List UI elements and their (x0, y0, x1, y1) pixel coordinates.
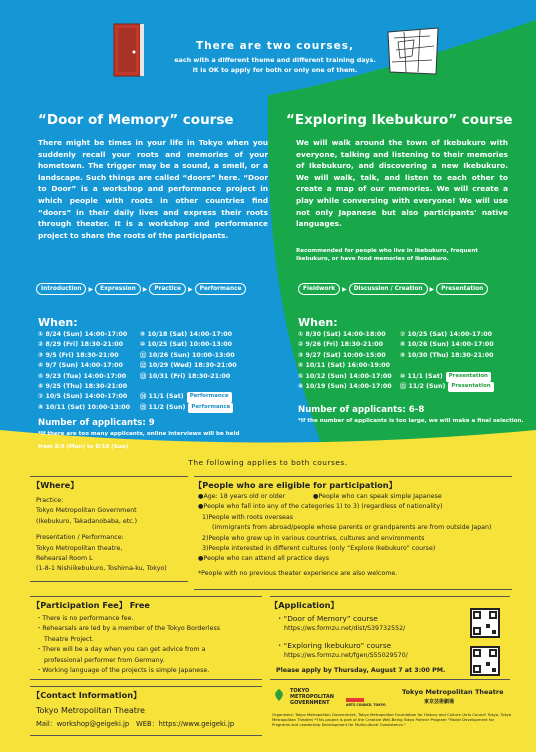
ikebukuro-recommended: Recommended for people who live in Ikebukuro, frequent Ikebukuro, or have fond memories of Ikebukuro. (296, 248, 478, 263)
step-arrow-icon: ▶ (142, 285, 148, 293)
eligible-c2: 2)People who grew up in various countries, cultures and environments (202, 534, 425, 542)
fee-b2b: Theatre Project. (44, 635, 94, 643)
step-arrow-icon: ▶ (187, 285, 193, 293)
step-introduction: Introduction (36, 283, 86, 295)
date-item: ⑭ 11/1 (Sat) (140, 393, 184, 401)
step-presentation: Presentation (436, 283, 488, 295)
date-item: ⑧ 10/26 (Sun) 14:00-17:00 (400, 341, 494, 349)
where-practice-2: (Ikebukuro, Takadanobaba, etc.) (36, 517, 138, 525)
date-item: ⑬ 10/31 (Fri) 18:30-21:00 (140, 372, 231, 380)
where-pres-label: Presentation / Performance: (36, 534, 124, 542)
date-item: ⑫ 10/29 (Wed) 18:30-21:00 (140, 362, 237, 370)
date-item: ⑥ 10/19 (Sun) 14:00-17:00 (298, 383, 392, 391)
where-pres-2: Rehearsal Room L (36, 555, 93, 563)
fee-b2: ・Rehearsals are led by a member of the Tokyo Borderless (36, 625, 221, 633)
eligible-c3: 3)People interested in different cultures (only “Explore Ikebukuro” course) (202, 545, 436, 553)
fee-heading: 【Participation Fee】 (32, 600, 127, 610)
date-item: ⑦ 10/5 (Sun) 14:00-17:00 (38, 393, 128, 401)
application-content (276, 614, 466, 676)
date-item: ⑨ 10/18 (Sat) 14:00-17:00 (140, 331, 232, 338)
performance-tag: Performance (187, 392, 232, 402)
step-fieldwork: Fieldwork (298, 283, 340, 295)
where-pres-1: Tokyo Metropolitan theatre, (36, 544, 123, 552)
fee-free: Free (129, 600, 150, 610)
intro-line2: each with a different theme and different training days. (174, 56, 376, 64)
fee-b4: ・Working language of the projects is simple Japanese. (36, 667, 210, 675)
date-item: ⑪ 10/26 (Sun) 10:00-13:00 (140, 351, 235, 359)
arts-council-text: ARTS COUNCIL TOKYO (346, 703, 386, 707)
step-discussion: Discussion / Creation (349, 283, 428, 295)
fee-b1: ・There is no performance fee. (36, 615, 134, 622)
performance-tag: Performance (188, 403, 233, 413)
organizers-text: Organizers: Tokyo Metropolitan Government, Tokyo Metropolitan Foundation for History and Culture (Arts Council Tokyo, Tokyo Metropolitan Theatre) *This project is part of the Creative Well-Being Tokyo Partner Program "Model Development for Programs and Leadership Development for Multicultural Coexistence." (272, 712, 512, 728)
memory-description: There might be times in your life in Tokyo when you suddenly recall your roots and memories of your hometown. The trigger may be a sound, a smell, or a landscape. Such things are called “doors” here. “Door to Door” is a workshop and performance project in which people with roots in other countries find “doors” in their daily lives and express their roots through theater. It is a workshop and performance project to share the roots of the participants. (38, 138, 268, 240)
intro-block (150, 40, 400, 75)
where-heading: 【Where】 (32, 480, 79, 490)
date-item: ③ 9/27 (Sat) 10:00-15:00 (298, 351, 386, 359)
application-memory-label: ・“Door of Memory” course (276, 614, 378, 623)
fee-b3: ・There will be a day when you can get advice from a (36, 646, 206, 654)
contact-org: Tokyo Metropolitan Theatre (36, 706, 145, 715)
memory-note2: from 8/4 (Mon) to 8/10 (Sun) (38, 444, 129, 450)
intro-line1: There are two courses, (195, 40, 355, 52)
date-item: ⑤ 10/12 (Sun) 14:00-17:00 (298, 372, 392, 380)
fee-heading-row (32, 600, 150, 611)
eligible-japanese: ●People who can speak simple Japanese (313, 493, 442, 500)
presentation-tag: Presentation (446, 372, 491, 382)
date-item: ② 9/26 (Fri) 18:30-21:00 (298, 341, 383, 349)
eligible-age: ●Age: 18 years old or older (198, 493, 286, 500)
memory-dates (38, 330, 237, 413)
theatre-logo-text: Tokyo Metropolitan Theatre (402, 688, 504, 696)
theatre-logo-jp: 東京芸術劇場 (424, 699, 455, 705)
date-item: ④ 9/7 (Sun) 14:00-17:00 (38, 362, 123, 370)
where-pres-3: (1-8-1 Nishiikebukuro, Toshima-ku, Tokyo) (36, 565, 167, 573)
date-item: ⑮ 11/2 (Sun) (140, 403, 186, 411)
application-deadline: Please apply by Thursday, August 7 at 3:00 PM. (276, 666, 446, 674)
ikebukuro-when: When: (298, 316, 338, 329)
date-item: ⑦ 10/25 (Sat) 14:00-17:00 (400, 331, 492, 338)
ikebukuro-steps (298, 283, 488, 295)
intro-line3: It is OK to apply for both or only one of them. (192, 66, 358, 74)
ikebukuro-description: We will walk around the town of Ikebukuro with everyone, talking and listening to their memories of Ikebukuro, and discovering a new Ikebukuro. We will walk, talk, and listen to each other to create a map of our memories. We will create a play while conversing with everyone! We will use not only Japanese but also participants' native languages. (296, 138, 508, 229)
where-content (36, 496, 192, 575)
date-item: ⑪ 11/2 (Sun) (400, 383, 446, 391)
qr-code-memory[interactable] (470, 608, 500, 638)
ikebukuro-title: “Exploring Ikebukuro” course (286, 112, 513, 128)
door-illustration (112, 22, 146, 78)
date-item: ⑩ 11/1 (Sat) (400, 372, 443, 380)
date-item: ⑧ 10/11 (Sat) 10:00-13:00 (38, 403, 130, 411)
ikebukuro-applicants: Number of applicants: 6-8 (298, 405, 425, 415)
date-item: ① 8/30 (Sat) 14:00-18:00 (298, 331, 386, 338)
ikebukuro-note: *If the number of applicants is too large, we will make a final selection. (298, 418, 524, 424)
application-ike-label: ・“Exploring Ikebukuro” course (276, 640, 392, 650)
arts-council-logo (346, 698, 364, 702)
both-heading: The following applies to both courses. (188, 458, 348, 467)
memory-applicants: Number of applicants: 9 (38, 418, 155, 428)
tmg-logo-icon (272, 688, 286, 702)
eligible-heading: 【People who are eligible for participation】 (194, 480, 397, 490)
memory-when: When: (38, 316, 78, 329)
step-arrow-icon: ▶ (429, 285, 435, 293)
eligible-c1b: (immigrants from abroad/people whose parents or grandparents are from outside Japan) (212, 524, 492, 532)
step-performance: Performance (195, 283, 247, 295)
step-practice: Practice (149, 283, 186, 295)
date-item: ② 8/29 (Fri) 18:30-21:00 (38, 341, 123, 349)
step-arrow-icon: ▶ (88, 285, 94, 293)
qr-code-ikebukuro[interactable] (470, 646, 500, 676)
date-item: ④ 10/11 (Sat) 16:00-19:00 (298, 362, 390, 370)
presentation-tag: Presentation (448, 382, 493, 392)
application-memory-url[interactable]: https://ws.formzu.net/dist/S39732552/ (284, 625, 406, 633)
date-item: ① 8/24 (Sun) 14:00-17:00 (38, 331, 128, 338)
step-arrow-icon: ▶ (342, 285, 347, 293)
eligible-content (198, 492, 514, 579)
application-heading: 【Application】 (270, 600, 339, 610)
fee-b3b: professional performer from Germany. (44, 656, 165, 664)
application-ike-url[interactable]: https://ws.formzu.net/fgen/S55029570/ (284, 652, 408, 660)
eligible-fall: ●People who fall into any of the categories 1) to 3) (regardless of nationality) (198, 503, 443, 511)
tmg-logo-text: TOKYO METROPOLITAN GOVERNMENT (290, 688, 334, 706)
date-item: ⑩ 10/25 (Sat) 10:00-13:00 (140, 341, 232, 349)
date-item: ③ 9/5 (Fri) 18:30-21:00 (38, 351, 119, 359)
date-item: ⑥ 9/25 (Thu) 18:30-21:00 (38, 383, 128, 391)
date-item: ⑨ 10/30 (Thu) 18:30-21:00 (400, 351, 494, 359)
ikebukuro-dates (298, 330, 494, 392)
memory-note1: *If there are too many applicants, online interviews will be held (38, 431, 240, 437)
contact-heading: 【Contact Information】 (32, 690, 142, 700)
eligible-attend: ●People who can attend all practice days (198, 555, 330, 563)
date-item: ⑤ 9/23 (Tue) 14:00-17:00 (38, 372, 127, 380)
contact-mail[interactable]: Mail：workshop@geigeki.jp WEB：https://www.geigeki.jp (36, 720, 235, 728)
eligible-c1: 1)People with roots overseas (202, 513, 293, 521)
where-practice-label: Practice: (36, 497, 64, 504)
memory-title: “Door of Memory” course (38, 112, 234, 128)
step-expression: Expression (95, 283, 141, 295)
fee-content (36, 614, 266, 676)
where-practice-1: Tokyo Metropolitan Government (36, 507, 137, 515)
eligible-welcome: *People with no previous theater experience are also welcome. (198, 569, 398, 577)
memory-steps (36, 283, 246, 295)
